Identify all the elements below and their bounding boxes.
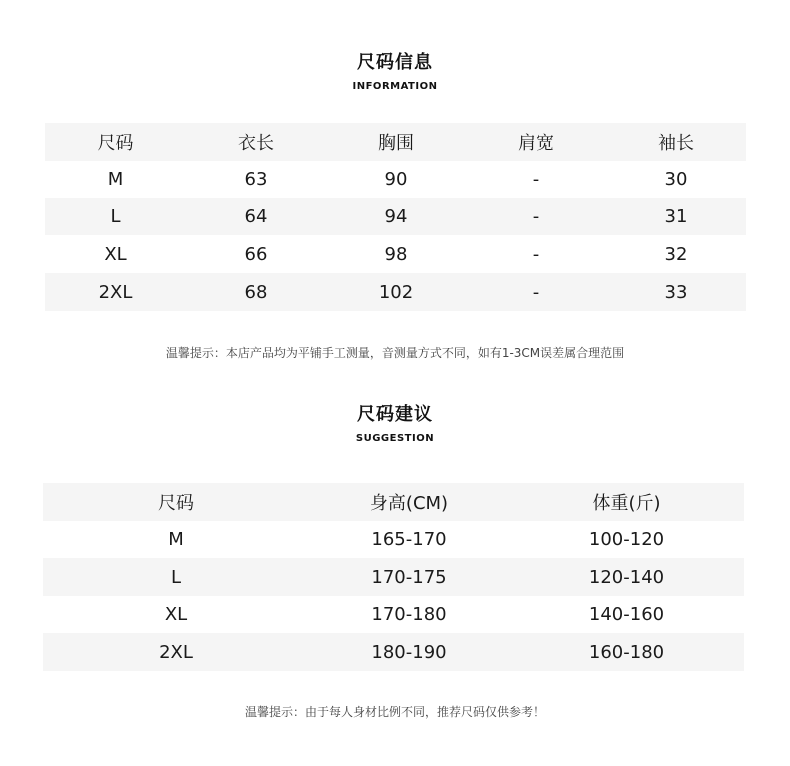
table-cell: 68 (244, 281, 268, 303)
table-header-row (45, 123, 746, 161)
table-row (43, 633, 744, 671)
table-row (43, 521, 744, 558)
table-cell: 102 (378, 281, 414, 303)
suggestion-tip: 温馨提示：由于每人身材比例不同，推荐尺码仅供参考！ (244, 705, 545, 719)
table-row (43, 596, 744, 633)
header-shoulder: 肩宽 (518, 133, 554, 154)
table-cell: 170-180 (371, 604, 447, 625)
table-cell: 140-160 (588, 604, 665, 625)
information-tip: 温馨提示：本店产品均为平铺手工测量，音测量方式不同，如有1-3CM误差属合理范围 (165, 346, 625, 360)
table-cell: - (532, 243, 540, 265)
suggestion-table (43, 483, 744, 671)
table-cell: 160-180 (588, 641, 665, 663)
table-cell: 63 (244, 169, 268, 190)
suggestion-heading (0, 400, 790, 444)
table-cell: 2XL (98, 281, 133, 303)
table-cell: 32 (664, 243, 688, 265)
header-chest: 胸围 (378, 133, 414, 154)
table-cell: 66 (244, 243, 268, 265)
table-cell: - (532, 206, 540, 227)
table-cell: - (532, 169, 540, 190)
table-cell: 170-175 (371, 566, 447, 588)
header-height: 身高(CM) (369, 493, 449, 514)
table-cell: 120-140 (588, 566, 665, 588)
table-cell: 94 (384, 206, 408, 227)
header-size: 尺码 (158, 493, 194, 514)
table-row (45, 235, 746, 273)
information-title: 尺码信息 (357, 52, 433, 73)
table-cell: M (107, 169, 124, 190)
table-cell: 30 (664, 169, 688, 190)
table-row (45, 161, 746, 198)
table-cell: L (170, 566, 182, 588)
table-cell: M (168, 529, 184, 550)
header-weight: 体重(斤) (592, 493, 661, 514)
table-cell: L (110, 206, 121, 227)
table-cell: 33 (664, 281, 688, 303)
table-cell: XL (104, 243, 127, 265)
information-table (45, 123, 746, 311)
table-cell: 98 (384, 243, 408, 265)
table-cell: 90 (384, 169, 408, 190)
header-size: 尺码 (97, 133, 134, 154)
table-cell: - (532, 281, 540, 303)
information-subtitle: INFORMATION (352, 81, 438, 92)
table-cell: 31 (664, 206, 688, 227)
table-row (45, 198, 746, 235)
table-cell: 64 (244, 206, 268, 227)
header-sleeve: 袖长 (658, 133, 694, 154)
table-cell: 165-170 (371, 529, 447, 550)
table-cell: XL (164, 604, 188, 625)
table-cell: 180-190 (371, 641, 447, 663)
suggestion-subtitle: SUGGESTION (355, 433, 435, 444)
table-row (45, 273, 746, 311)
suggestion-title: 尺码建议 (357, 404, 433, 425)
header-length: 衣长 (238, 133, 274, 154)
table-cell: 100-120 (588, 529, 665, 550)
table-cell: 2XL (159, 641, 193, 663)
table-row (43, 558, 744, 596)
table-header-row (43, 483, 744, 521)
information-heading (0, 48, 790, 92)
